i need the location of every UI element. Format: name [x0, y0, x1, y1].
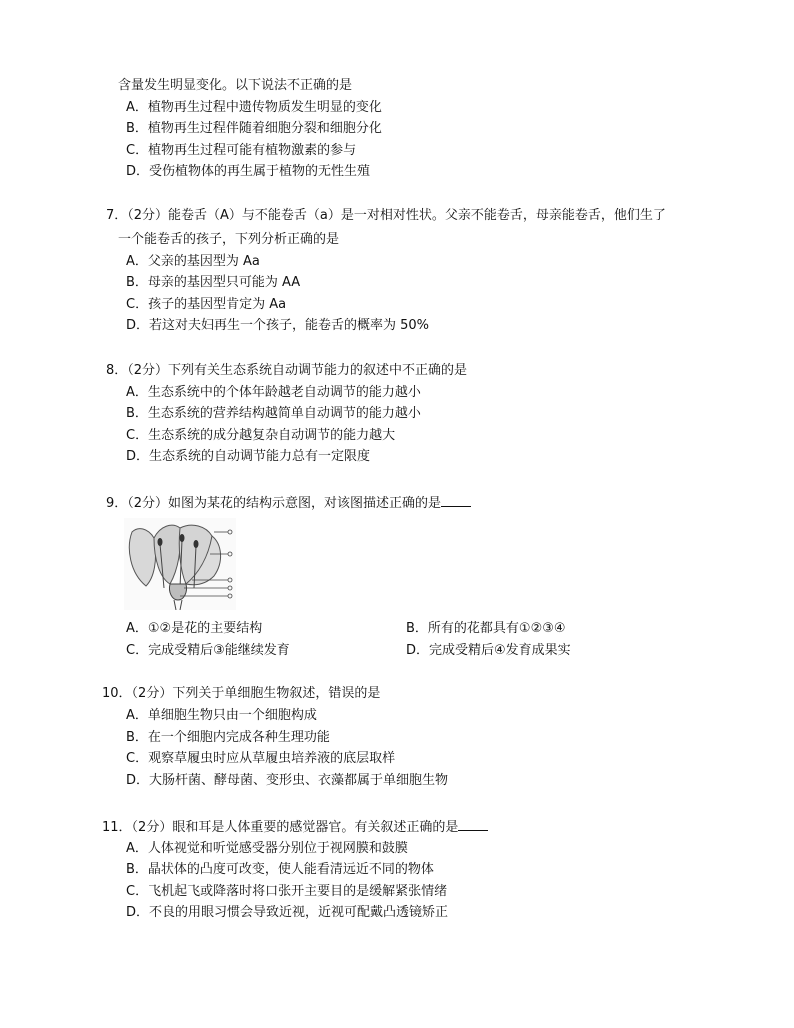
- q8-option-a: A．生态系统中的个体年龄越老自动调节的能力越小: [126, 385, 421, 400]
- q8-option-c: C．生态系统的成分越复杂自动调节的能力越大: [126, 428, 396, 443]
- q10-option-c: C．观察草履虫时应从草履虫培养液的底层取样: [126, 751, 396, 766]
- q6-stem-tail: 含量发生明显变化。以下说法不正确的是: [118, 78, 353, 93]
- q6-option-c: C．植物再生过程可能有植物激素的参与: [126, 143, 357, 158]
- q6-option-d: D．受伤植物体的再生属于植物的无性生殖: [126, 164, 371, 179]
- flower-structure-figure: [124, 518, 236, 610]
- q11-stem: [102, 818, 488, 837]
- q10-option-b: B．在一个细胞内完成各种生理功能: [126, 730, 330, 745]
- q6-option-b: B．植物再生过程伴随着细胞分裂和细胞分化: [126, 121, 382, 136]
- q11-option-b: B．晶状体的凸度可改变，使人能看清远近不同的物体: [126, 862, 434, 877]
- q11-option-d: D．不良的用眼习惯会导致近视，近视可配戴凸透镜矫正: [126, 905, 449, 920]
- q9-stem: [106, 494, 471, 513]
- q11-option-a: A．人体视觉和听觉感受器分别位于视网膜和鼓膜: [126, 841, 408, 856]
- q9-stem-text: 9．（2分）如图为某花的结构示意图，对该图描述正确的是: [106, 496, 442, 511]
- q8-option-b: B．生态系统的营养结构越简单自动调节的能力越小: [126, 406, 421, 421]
- q7-option-b: B．母亲的基因型只可能为 AA: [126, 275, 301, 290]
- q10-option-d: D．大肠杆菌、酵母菌、变形虫、衣藻都属于单细胞生物: [126, 773, 449, 788]
- q7-option-c: C．孩子的基因型肯定为 Aa: [126, 297, 287, 312]
- q10-stem: 10．（2分）下列关于单细胞生物叙述，错误的是: [102, 686, 381, 701]
- answer-blank: [441, 494, 471, 507]
- q6-option-a: A．植物再生过程中遗传物质发生明显的变化: [126, 100, 382, 115]
- q10-option-a: A．单细胞生物只由一个细胞构成: [126, 708, 317, 723]
- q8-option-d: D．生态系统的自动调节能力总有一定限度: [126, 449, 371, 464]
- q7-option-a: A．父亲的基因型为 Aa: [126, 254, 260, 269]
- q8-stem: 8．（2分）下列有关生态系统自动调节能力的叙述中不正确的是: [106, 363, 468, 378]
- q9-option-a: A．①②是花的主要结构: [126, 621, 263, 636]
- q11-option-c: C．飞机起飞或降落时将口张开主要目的是缓解紧张情绪: [126, 884, 448, 899]
- q9-option-d: D．完成受精后④发育成果实: [406, 643, 571, 658]
- q9-option-c: C．完成受精后③能继续发育: [126, 643, 290, 658]
- q7-stem-cont: 一个能卷舌的孩子，下列分析正确的是: [118, 232, 340, 247]
- q9-option-b: B．所有的花都具有①②③④: [406, 621, 566, 636]
- q7-stem: 7．（2分）能卷舌（A）与不能卷舌（a）是一对相对性状。父亲不能卷舌，母亲能卷舌，他们生了: [106, 208, 666, 223]
- answer-blank: [458, 818, 488, 831]
- q11-stem-text: 11．（2分）眼和耳是人体重要的感觉器官。有关叙述正确的是: [102, 820, 459, 835]
- q7-option-d: D．若这对夫妇再生一个孩子，能卷舌的概率为 50%: [126, 318, 430, 333]
